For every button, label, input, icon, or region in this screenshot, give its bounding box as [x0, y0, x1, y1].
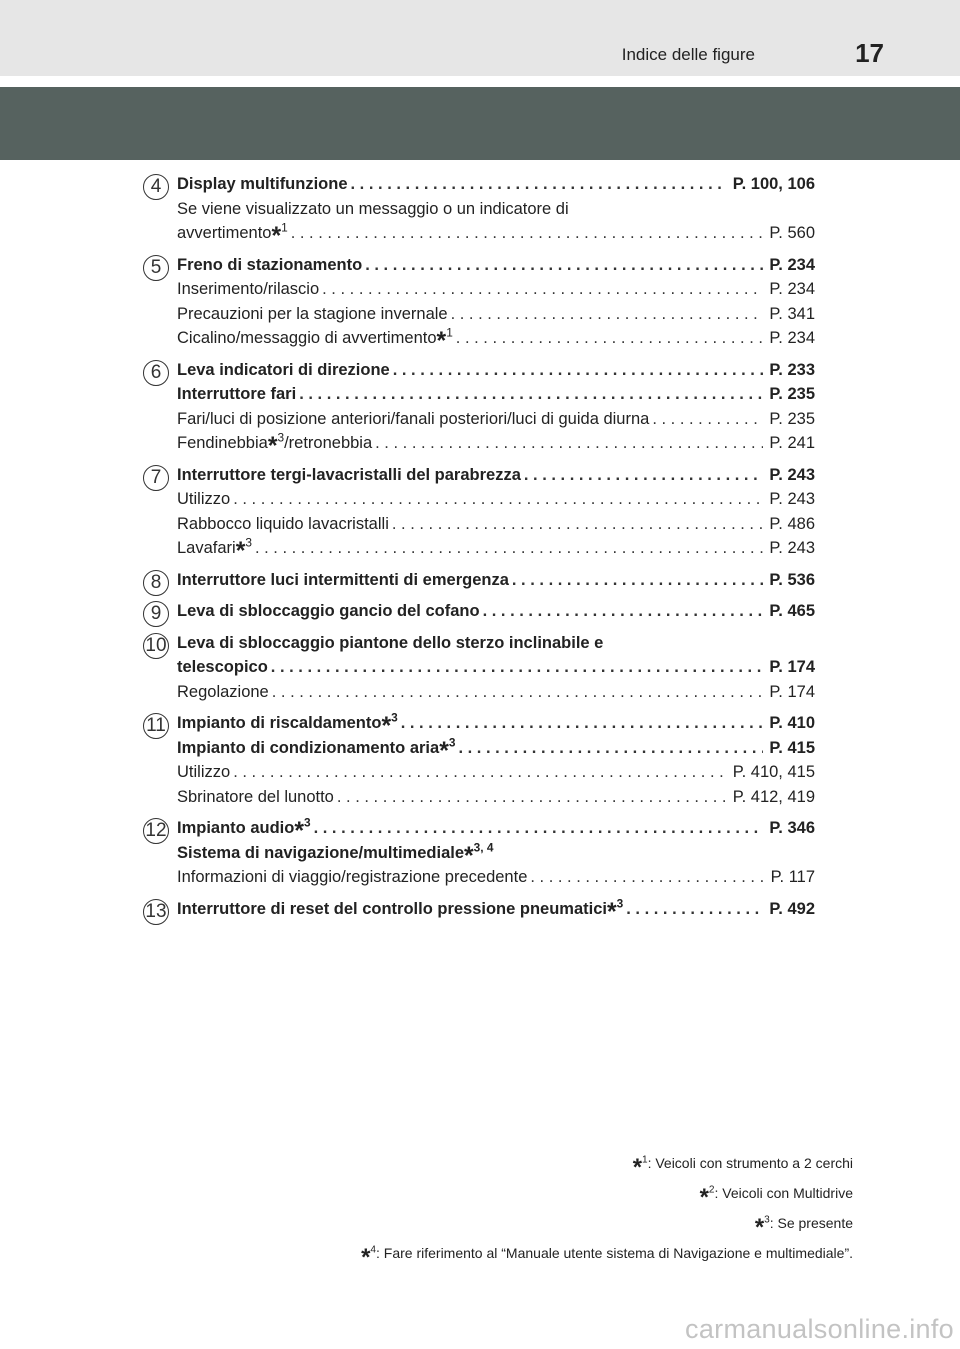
- dot-leader: [389, 512, 764, 537]
- index-line: [177, 197, 815, 222]
- footnote-ref: 1: [446, 325, 453, 340]
- index-entry: [143, 568, 815, 593]
- index-line: [177, 512, 815, 537]
- index-line: [177, 631, 815, 656]
- index-line: [177, 430, 815, 461]
- index-line: [177, 599, 815, 624]
- footnote-mark: 4: [370, 1244, 376, 1256]
- index-line: [177, 172, 815, 197]
- index-line: [177, 896, 815, 926]
- page-reference: P. 412, 419: [732, 787, 815, 806]
- index-line-text: Display multifunzione: [177, 175, 348, 193]
- footnote-star: *: [267, 433, 278, 461]
- index-line-label: [177, 172, 348, 197]
- index-line-label: [177, 382, 296, 407]
- index-line-label: [177, 253, 362, 278]
- index-line-label: [177, 634, 603, 652]
- callout-number: 9: [143, 601, 169, 627]
- callout-number: 5: [143, 255, 169, 281]
- footnotes: [361, 1148, 853, 1272]
- index-line-text: Inserimento/rilascio: [177, 280, 320, 298]
- index-line-text: Lavafari: [177, 539, 236, 557]
- dot-leader: [448, 302, 764, 327]
- index-line-label: [177, 302, 448, 327]
- dot-leader: [334, 785, 727, 810]
- index-line-text: Regolazione: [177, 682, 269, 701]
- footnote-star: *: [361, 1244, 371, 1272]
- dot-leader: [509, 568, 764, 593]
- index-line-label: [177, 710, 398, 741]
- footnote-star: *: [436, 328, 447, 356]
- dot-leader: [252, 536, 763, 561]
- footnote-ref: 3, 4: [473, 840, 494, 854]
- page-reference: P. 346: [769, 819, 815, 837]
- dot-leader: [288, 221, 764, 246]
- footnote-ref: 3: [303, 815, 311, 830]
- callout-number: 4: [143, 174, 169, 200]
- page-reference: P. 234: [769, 280, 815, 298]
- index-entry: [143, 463, 815, 566]
- index-line: [177, 382, 815, 407]
- footnote-line: [361, 1208, 853, 1242]
- index-line-text: Utilizzo: [177, 763, 231, 781]
- index-line-label: [177, 325, 453, 356]
- index-line-label: [177, 512, 389, 537]
- index-line-label: [177, 655, 268, 680]
- footnote-star: *: [271, 223, 282, 251]
- dot-leader: [649, 407, 763, 432]
- page-number: 17: [855, 38, 884, 68]
- dot-leader: [521, 463, 764, 488]
- index-line-label: [177, 277, 319, 302]
- footnote-text: : Se presente: [769, 1215, 853, 1231]
- index-line-text: Sbrinatore del lunotto: [177, 787, 334, 806]
- index-line-text: Sistema di navigazione/multimediale: [177, 843, 465, 862]
- top-strip: [0, 0, 960, 76]
- index-line-text: Freno di stazionamento: [177, 255, 363, 274]
- footnote-ref: 3: [245, 535, 252, 550]
- index-line-text: Fari/luci di posizione anteriori/fanali posteriori/luci di guida diurna: [177, 409, 650, 428]
- watermark: carmanualsonline.info: [685, 1314, 954, 1344]
- index-line-label: [177, 535, 252, 566]
- callout-number: 10: [143, 633, 169, 659]
- callout-number: 12: [143, 818, 169, 844]
- index-line-text: Leva indicatori di direzione: [177, 360, 390, 379]
- index-line-label: [177, 599, 480, 624]
- index-line: [177, 277, 815, 302]
- index-line-label: [177, 487, 230, 512]
- dot-leader: [311, 816, 764, 841]
- page-reference: P. 243: [769, 465, 815, 484]
- dot-leader: [269, 680, 764, 705]
- dot-leader: [398, 711, 764, 736]
- footnote-mark: 3: [764, 1214, 770, 1226]
- index-line-suffix: /retronebbia: [284, 434, 373, 452]
- index-line: [177, 253, 815, 278]
- dot-leader: [268, 655, 764, 680]
- header-band: [0, 87, 960, 160]
- callout-number: 11: [143, 713, 169, 739]
- dot-leader: [453, 326, 764, 351]
- footnote-text: : Veicoli con Multidrive: [714, 1185, 853, 1201]
- dot-leader: [623, 897, 763, 922]
- index-line-label: [177, 785, 334, 810]
- page-reference: P. 410: [769, 714, 815, 732]
- footnote-ref: 3: [391, 710, 398, 725]
- index-line-text: Leva di sbloccaggio gancio del cofano: [177, 602, 480, 620]
- index-line-label: [177, 430, 373, 461]
- footnote-mark: 2: [708, 1184, 715, 1196]
- page-reference: P. 234: [769, 329, 815, 347]
- dot-leader: [230, 487, 763, 512]
- index-line-text: Interruttore luci intermittenti di emergenza: [177, 570, 509, 589]
- index-line-text: Impianto audio: [177, 819, 295, 837]
- index-line: [177, 865, 815, 890]
- footnote-ref: 3: [448, 735, 456, 749]
- dot-leader: [480, 599, 764, 624]
- dot-leader: [362, 253, 763, 278]
- page-reference: P. 117: [770, 868, 815, 886]
- index-line: [177, 302, 815, 327]
- footnote-star: *: [464, 842, 474, 870]
- page-reference: P. 100, 106: [732, 175, 815, 193]
- page-reference: P. 465: [769, 602, 815, 620]
- footnote-star: *: [235, 538, 246, 566]
- callout-number: 8: [143, 570, 169, 596]
- index-line-label: [177, 463, 521, 488]
- page-reference: P. 174: [769, 682, 815, 701]
- footnote-text: : Fare riferimento al “Manuale utente sistema di Navigazione e multimediale”.: [376, 1245, 853, 1261]
- page-reference: P. 233: [769, 360, 815, 379]
- index-line-label: [177, 680, 269, 705]
- index-line-text: Interruttore tergi-lavacristalli del parabrezza: [177, 465, 521, 484]
- index-line: [177, 568, 815, 593]
- index-entry: [143, 253, 815, 356]
- footnote-ref: 3: [277, 430, 285, 445]
- index-line-text: Impianto di condizionamento aria: [177, 738, 440, 757]
- callout-number: 6: [143, 360, 169, 386]
- index-entry: [143, 172, 815, 251]
- dot-leader: [230, 760, 727, 785]
- index-line: [177, 325, 815, 356]
- page-reference: P. 243: [769, 490, 815, 508]
- footnote-line: [361, 1178, 853, 1212]
- page-reference: P. 243: [769, 539, 815, 557]
- index-line-text: telescopico: [177, 658, 268, 676]
- index-line-text: Interruttore di reset del controllo pressione pneumatici: [177, 899, 607, 918]
- index-line-label: [177, 358, 390, 383]
- footnote-mark: 1: [641, 1154, 648, 1166]
- dot-leader: [372, 431, 763, 456]
- index-line: [177, 840, 815, 870]
- index-line: [177, 358, 815, 383]
- footnote-star: *: [607, 898, 617, 926]
- index-line: [177, 407, 815, 432]
- index-line: [177, 680, 815, 705]
- index-entry: [143, 816, 815, 890]
- index-line-label: [177, 568, 509, 593]
- index-line-text: Interruttore fari: [177, 385, 297, 403]
- footnote-ref: 1: [281, 220, 288, 235]
- dot-leader: [390, 358, 764, 383]
- index-line: [177, 735, 815, 765]
- footnote-ref: 3: [616, 896, 624, 910]
- index-line-text: Se viene visualizzato un messaggio o un indicatore di: [177, 199, 569, 218]
- footnote-star: *: [439, 737, 449, 765]
- index-line-label: [177, 735, 456, 765]
- dot-leader: [455, 736, 763, 761]
- footnote-text: : Veicoli con strumento a 2 cerchi: [647, 1155, 853, 1171]
- index-line: [177, 815, 815, 846]
- dot-leader: [348, 172, 727, 197]
- index-line: [177, 220, 815, 251]
- page-reference: P. 536: [769, 570, 815, 589]
- index-line-text: Rabbocco liquido lavacristalli: [177, 514, 389, 533]
- index-line: [177, 785, 815, 810]
- index-line-text: Precauzioni per la stagione invernale: [177, 304, 448, 323]
- page-reference: P. 492: [769, 899, 815, 918]
- index-entry: [143, 599, 815, 624]
- page-reference: P. 235: [769, 409, 815, 428]
- index-line: [177, 655, 815, 680]
- footnote-star: *: [381, 713, 392, 741]
- page-reference: P. 235: [769, 385, 815, 403]
- index-line-text: Leva di sbloccaggio piantone dello sterzo inclinabile e: [177, 633, 604, 652]
- index-line-label: [177, 220, 288, 251]
- page-reference: P. 241: [769, 434, 815, 452]
- page-reference: P. 341: [769, 304, 815, 323]
- index-line: [177, 487, 815, 512]
- index-line: [177, 710, 815, 741]
- index-line-text: Fendinebbia: [177, 434, 268, 452]
- dot-leader: [319, 277, 763, 302]
- footnote-star: *: [699, 1184, 709, 1212]
- index-line-text: Impianto di riscaldamento: [177, 714, 382, 732]
- index-line-text: Utilizzo: [177, 490, 231, 508]
- footnote-star: *: [294, 818, 304, 846]
- page-reference: P. 410, 415: [732, 763, 815, 781]
- index-line-text: Cicalino/messaggio di avvertimento: [177, 329, 437, 347]
- index-line-label: [177, 865, 527, 890]
- footnote-line: [361, 1238, 853, 1272]
- page-reference: P. 486: [769, 514, 815, 533]
- footnote-star: *: [632, 1154, 642, 1182]
- footnote-star: *: [754, 1214, 765, 1242]
- index-line-label: [177, 407, 649, 432]
- page-reference: P. 174: [769, 658, 815, 676]
- index-line-label: [177, 760, 230, 785]
- page-reference: P. 234: [769, 255, 815, 274]
- index-entry: [143, 711, 815, 809]
- callout-number: 7: [143, 465, 169, 491]
- section-title: Indice delle figure: [621, 45, 755, 64]
- footnote-line: [361, 1148, 853, 1182]
- index-line-text: avvertimento: [177, 224, 272, 242]
- index-entry: [143, 631, 815, 705]
- dot-leader: [527, 865, 764, 890]
- index-line-label: [177, 896, 624, 926]
- index-entry: [143, 896, 815, 926]
- index-line: [177, 535, 815, 566]
- dot-leader: [296, 382, 763, 407]
- index-line-label: [177, 200, 569, 218]
- page-reference: P. 415: [769, 738, 815, 757]
- figure-index-list: [143, 172, 815, 928]
- index-line: [177, 463, 815, 488]
- callout-number: 13: [143, 899, 169, 925]
- index-entry: [143, 358, 815, 461]
- index-line-text: Informazioni di viaggio/registrazione precedente: [177, 868, 528, 886]
- index-line-label: [177, 840, 494, 870]
- index-line-label: [177, 815, 311, 846]
- page-reference: P. 560: [769, 224, 815, 242]
- index-line: [177, 760, 815, 785]
